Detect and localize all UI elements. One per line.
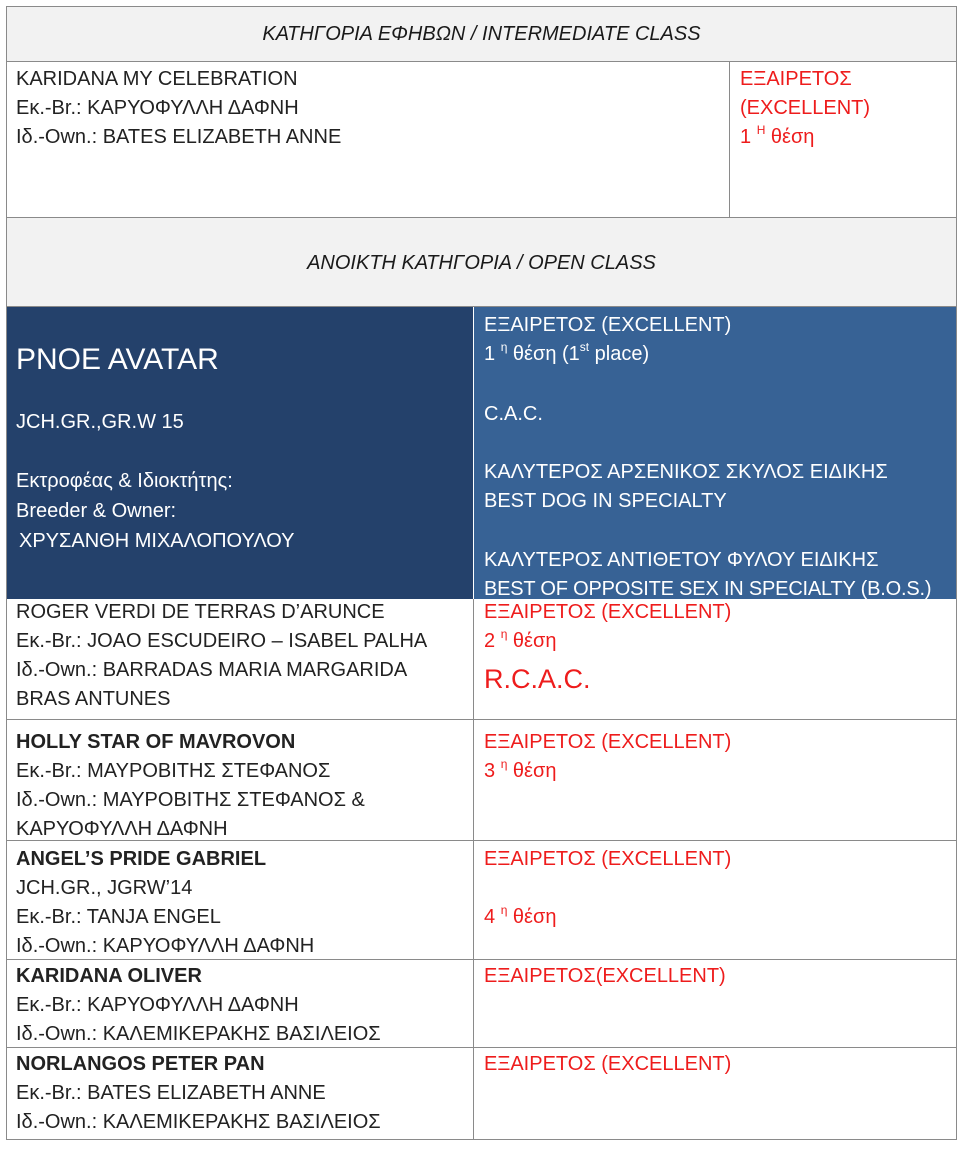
entry-breeder: Εκ.-Br.: ΚΑΡΥΟΦΥΛΛΗ ΔΑΦΝΗ [16,994,299,1016]
entry-name: KARIDANA OLIVER [16,965,202,987]
dog-owner: Ιδ.-Own.: BATES ELIZABETH ANNE [16,126,342,148]
intermediate-class-title: ΚΑΤΗΓΟΡΙΑ ΕΦΗΒΩΝ / INTERMEDIATE CLASS [262,22,701,45]
entry-grade: ΕΞΑΙΡΕΤΟΣ (EXCELLENT) [484,601,732,623]
award-bos-gr: ΚΑΛΥΤΕΡΟΣ ΑΝΤΙΘΕΤΟΥ ΦΥΛΟΥ ΕΙΔΙΚΗΣ [484,549,879,571]
entry-name: HOLLY STAR OF MAVROVON [16,731,296,753]
row-divider [7,840,956,841]
entry-owner-cont: BRAS ANTUNES [16,688,171,710]
entry-place: 2 $^\eta$ θέση [484,627,557,652]
entry-name: ROGER VERDI DE TERRAS D’ARUNCE [16,601,385,623]
award-bos-en: BEST OF OPPOSITE SEX IN SPECIALTY (B.O.S.) [484,578,932,600]
entry-owner-cont: ΚΑΡΥΟΦΥΛΛΗ ΔΑΦΝΗ [16,818,228,840]
entry-owner: Ιδ.-Own.: BARRADAS MARIA MARGARIDA [16,659,408,681]
winner-entry-cell [7,307,473,599]
intermediate-entry-cell [7,62,729,217]
row-divider [7,959,956,960]
entry-breeder: Εκ.-Br.: TANJA ENGEL [16,906,221,928]
dog-name: KARIDANA MY CELEBRATION [16,68,298,90]
entry-owner: Ιδ.-Own.: ΜΑΥΡΟΒΙΤΗΣ ΣΤΕΦΑΝΟΣ & [16,789,365,811]
cac-label: C.A.C. [484,403,543,425]
column-divider [473,599,474,1139]
entry-name: ANGEL’S PRIDE GABRIEL [16,848,267,870]
rcac-label: R.C.A.C. [484,664,591,694]
award-best-dog-en: BEST DOG IN SPECIALTY [484,490,727,512]
intermediate-result-cell [730,62,956,217]
row-divider [7,719,956,720]
entry-breeder: Εκ.-Br.: BATES ELIZABETH ANNE [16,1082,326,1104]
breeder-owner-label-gr: Εκτροφέας & Ιδιοκτήτης: [16,470,233,492]
entry-place: 3 $^\eta$ θέση [484,757,557,782]
entry-name: NORLANGOS PETER PAN [16,1053,265,1075]
award-best-dog-gr: ΚΑΛΥΤΕΡΟΣ ΑΡΣΕΝΙΚΟΣ ΣΚΥΛΟΣ ΕΙΔΙΚΗΣ [484,461,888,483]
dog-breeder: Εκ.-Br.: ΚΑΡΥΟΦΥΛΛΗ ΔΑΦΝΗ [16,97,299,119]
winner-place: 1 $^\eta$ θέση (1st place) [484,340,650,365]
grade-label-en: (EXCELLENT) [740,97,871,119]
entry-grade: ΕΞΑΙΡΕΤΟΣ (EXCELLENT) [484,1053,732,1075]
intermediate-class-header [7,7,956,61]
entry-owner: Ιδ.-Own.: ΚΑΛΕΜΙΚΕΡΑΚΗΣ ΒΑΣΙΛΕΙΟΣ [16,1023,381,1045]
entry-grade: ΕΞΑΙΡΕΤΟΣ (EXCELLENT) [484,848,732,870]
entry-titles: JCH.GR., JGRW’14 [16,877,193,899]
winner-breeder-owner: ΧΡΥΣΑΝΘΗ ΜΙΧΑΛΟΠΟΥΛΟΥ [19,530,295,552]
place-label: 1 $^H$ θέση [740,123,815,148]
winner-name: PNOE AVATAR [16,343,219,376]
entry-breeder: Εκ.-Br.: ΜΑΥΡΟΒΙΤΗΣ ΣΤΕΦΑΝΟΣ [16,760,331,782]
entry-owner: Ιδ.-Own.: ΚΑΡΥΟΦΥΛΛΗ ΔΑΦΝΗ [16,935,315,957]
row-divider [7,1047,956,1048]
open-class-header [7,218,956,306]
entry-owner: Ιδ.-Own.: ΚΑΛΕΜΙΚΕΡΑΚΗΣ ΒΑΣΙΛΕΙΟΣ [16,1111,381,1133]
entry-place: 4 $^\eta$ θέση [484,903,557,928]
winner-result-cell [474,307,956,599]
entry-grade: ΕΞΑΙΡΕΤΟΣ (EXCELLENT) [484,731,732,753]
open-class-title: ΑΝΟΙΚΤΗ ΚΑΤΗΓΟΡΙΑ / OPEN CLASS [307,251,656,274]
entry-grade: ΕΞΑΙΡΕΤΟΣ(EXCELLENT) [484,965,726,987]
results-table [6,6,957,1140]
entry-breeder: Εκ.-Br.: JOAO ESCUDEIRO – ISABEL PALHA [16,630,428,652]
grade-label: ΕΞΑΙΡΕΤΟΣ [740,68,852,90]
winner-titles: JCH.GR.,GR.W 15 [16,411,184,433]
winner-grade: ΕΞΑΙΡΕΤΟΣ (EXCELLENT) [484,314,732,336]
breeder-owner-label-en: Breeder & Owner: [16,500,177,522]
